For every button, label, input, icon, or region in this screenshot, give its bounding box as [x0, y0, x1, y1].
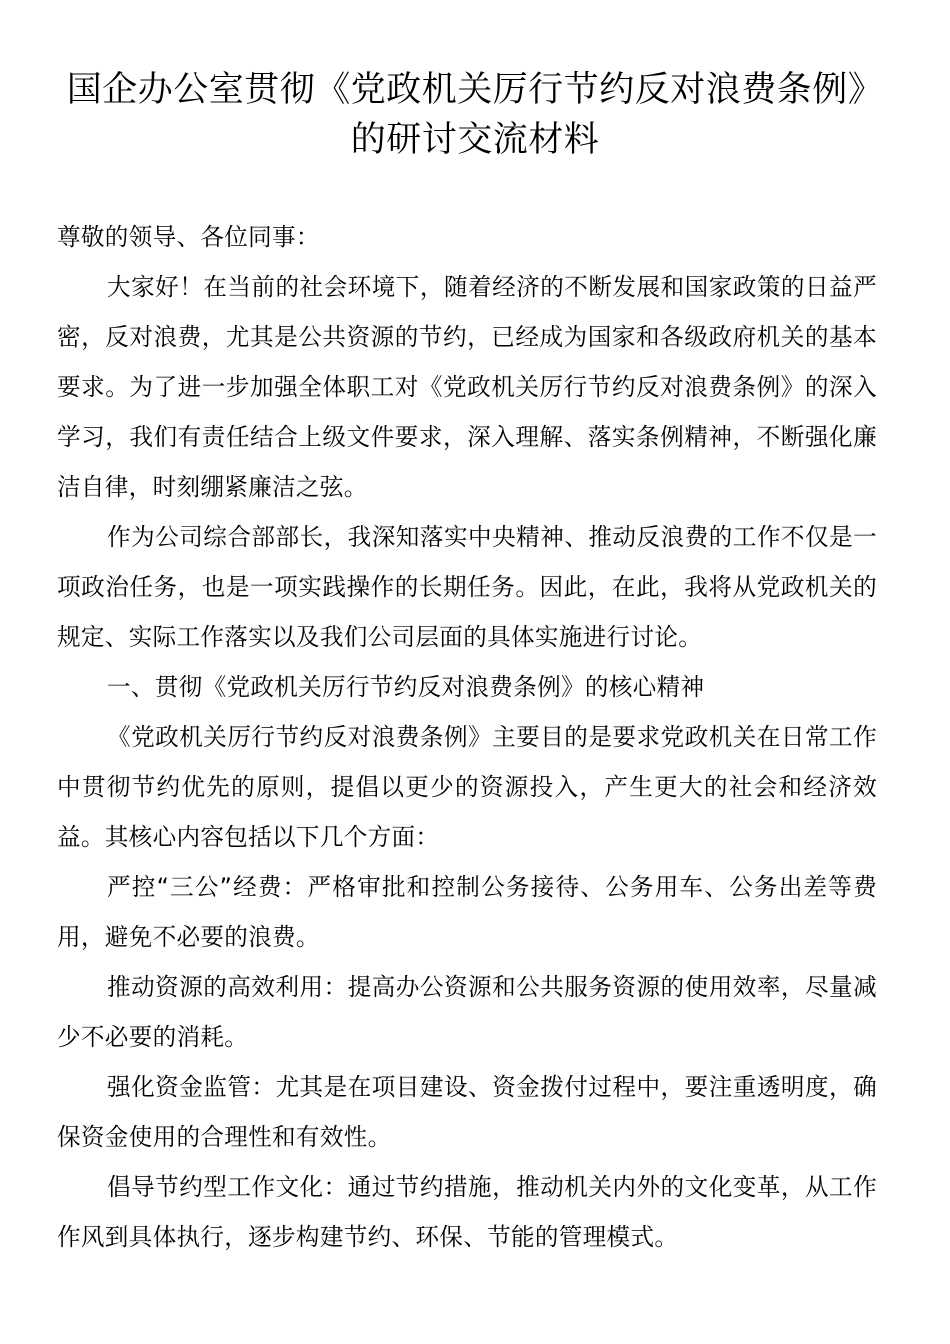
- paragraph-role: 作为公司综合部部长，我深知落实中央精神、推动反浪费的工作不仅是一项政治任务，也是一项实践操作的长期任务。因此，在此，我将从党政机关的规定、实际工作落实以及我们公司层面的具体实施进行讨论。: [57, 523, 877, 651]
- paragraph-resource-efficiency: 推动资源的高效利用：提高办公资源和公共服务资源的使用效率，尽量减少不必要的消耗。: [57, 973, 877, 1051]
- paragraph-three-public-expenses: 严控“三公”经费：严格审批和控制公务接待、公务用车、公务出差等费用，避免不必要的浪费。: [57, 873, 877, 951]
- paragraph-fund-supervision: 强化资金监管：尤其是在项目建设、资金拨付过程中，要注重透明度，确保资金使用的合理性和有效性。: [57, 1073, 877, 1151]
- document-title-line-1: 国企办公室贯彻《党政机关厉行节约反对浪费条例》: [66, 70, 884, 110]
- document-body: [57, 212, 877, 1262]
- salutation: 尊敬的领导、各位同事：: [57, 223, 320, 251]
- document-title-line-2: 的研讨交流材料: [350, 120, 600, 160]
- paragraph-frugal-culture: 倡导节约型工作文化：通过节约措施，推动机关内外的文化变革，从工作作风到具体执行，逐步构建节约、环保、节能的管理模式。: [57, 1173, 877, 1251]
- paragraph-core-purpose: 《党政机关厉行节约反对浪费条例》主要目的是要求党政机关在日常工作中贯彻节约优先的原则，提倡以更少的资源投入，产生更大的社会和经济效益。其核心内容包括以下几个方面：: [57, 723, 877, 851]
- paragraph-intro: 大家好！在当前的社会环境下，随着经济的不断发展和国家政策的日益严密，反对浪费，尤其是公共资源的节约，已经成为国家和各级政府机关的基本要求。为了进一步加强全体职工对《党政机关厉行节约反对浪费条例》的深入学习，我们有责任结合上级文件要求，深入理解、落实条例精神，不断强化廉洁自律，时刻绷紧廉洁之弦。: [57, 273, 877, 501]
- section-heading-1: 一、贯彻《党政机关厉行节约反对浪费条例》的核心精神: [107, 673, 705, 701]
